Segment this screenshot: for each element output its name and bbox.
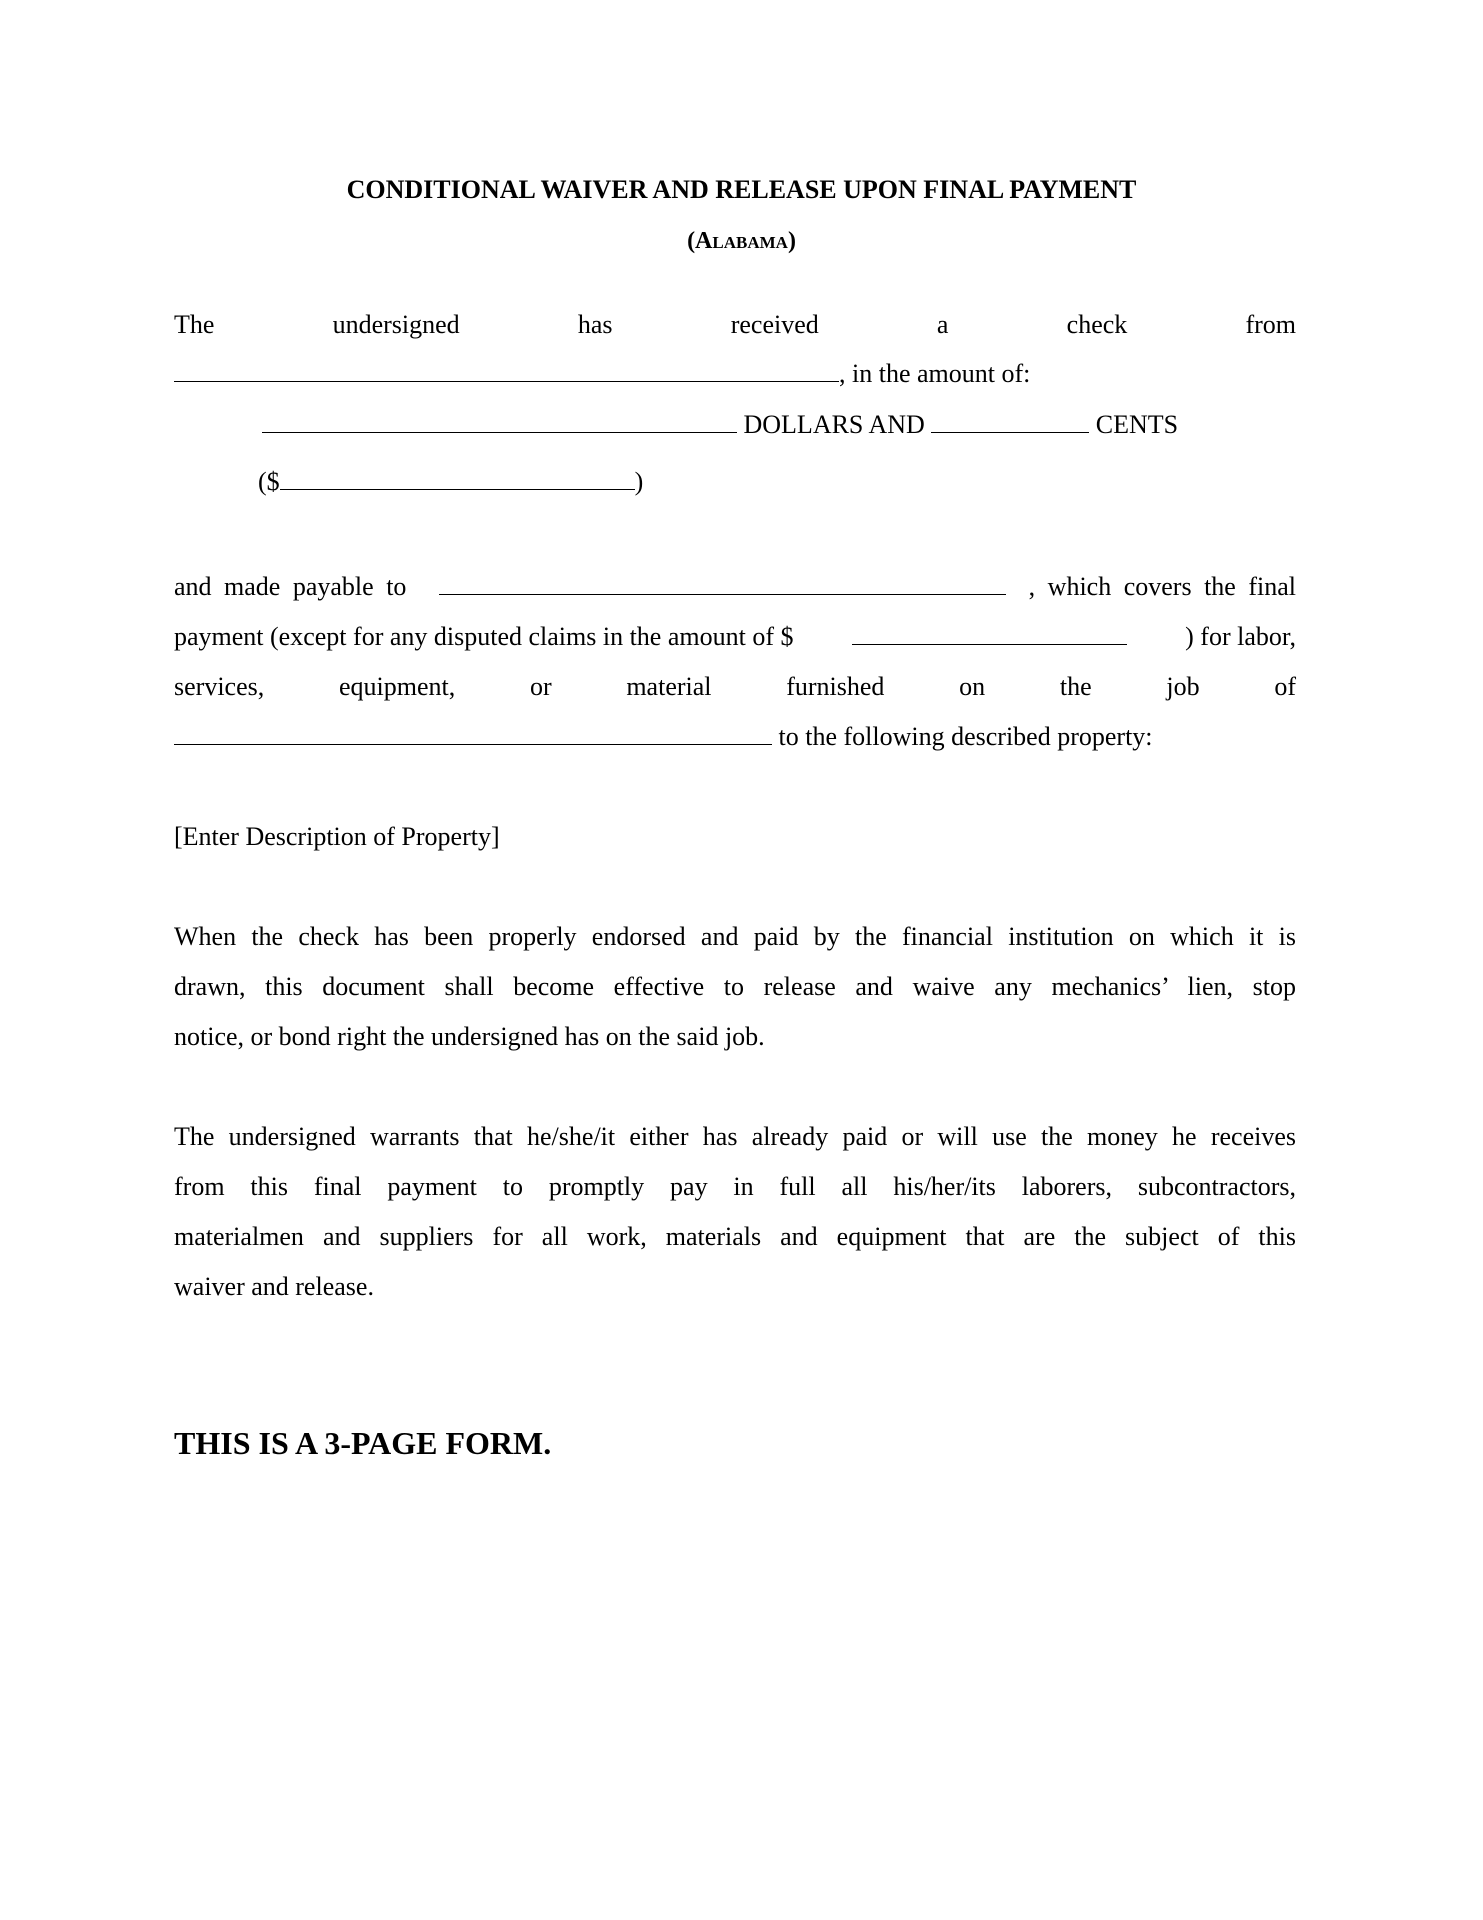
page-count-notice: THIS IS A 3-PAGE FORM. [174,1425,552,1461]
amount-suffix: ) [634,467,644,496]
para2-line4 [174,722,1296,752]
job-description-field[interactable] [174,722,772,745]
numeric-amount-line [258,467,643,497]
para4-line2: from this final payment to promptly pay in full all his/her/its laborers, subcontractors, [174,1172,1296,1201]
para2-line4-text: to the following described property: [772,722,1153,751]
para2-line3: services, equipment, or material furnished on the job of [174,672,1296,701]
para1-line2 [174,359,1296,389]
cents-label: CENTS [1089,410,1179,439]
para2-line1-suffix: , which covers the final [1028,572,1296,601]
para2-line2 [174,622,1296,652]
amount-prefix: ($ [258,467,280,496]
dollars-amount-field[interactable] [262,410,737,433]
payee-name-field[interactable] [439,572,1006,595]
para4-line4: waiver and release. [174,1272,374,1301]
payer-name-field[interactable] [174,359,839,382]
para1-line2-text: , in the amount of: [839,359,1031,388]
para3-line1: When the check has been properly endorsed and paid by the financial institution on which it is [174,922,1296,951]
property-description-placeholder[interactable]: [Enter Description of Property] [174,822,500,851]
para2-line2-prefix: payment (except for any disputed claims in the amount of $ [174,622,794,651]
para2-line2-suffix: ) for labor, [1185,622,1296,651]
para2-line1 [174,572,1296,602]
disputed-amount-field[interactable] [852,622,1127,645]
numeric-amount-field[interactable] [280,467,635,490]
para4-line1: The undersigned warrants that he/she/it either has already paid or will use the money he receives [174,1122,1296,1151]
para4-line3: materialmen and suppliers for all work, materials and equipment that are the subject of this [174,1222,1296,1251]
para3-line2: drawn, this document shall become effective to release and waive any mechanics’ lien, stop [174,972,1296,1001]
para1-line1: The undersigned has received a check from [174,310,1296,339]
cents-amount-field[interactable] [931,410,1089,433]
dollars-line [262,410,1178,440]
document-title: CONDITIONAL WAIVER AND RELEASE UPON FINAL PAYMENT [346,175,1137,204]
para2-line1-prefix: and made payable to [174,572,407,601]
dollars-label: DOLLARS AND [737,410,932,439]
document-subtitle-state: (Alabama) [687,228,796,254]
para3-line3: notice, or bond right the undersigned has on the said job. [174,1022,765,1051]
